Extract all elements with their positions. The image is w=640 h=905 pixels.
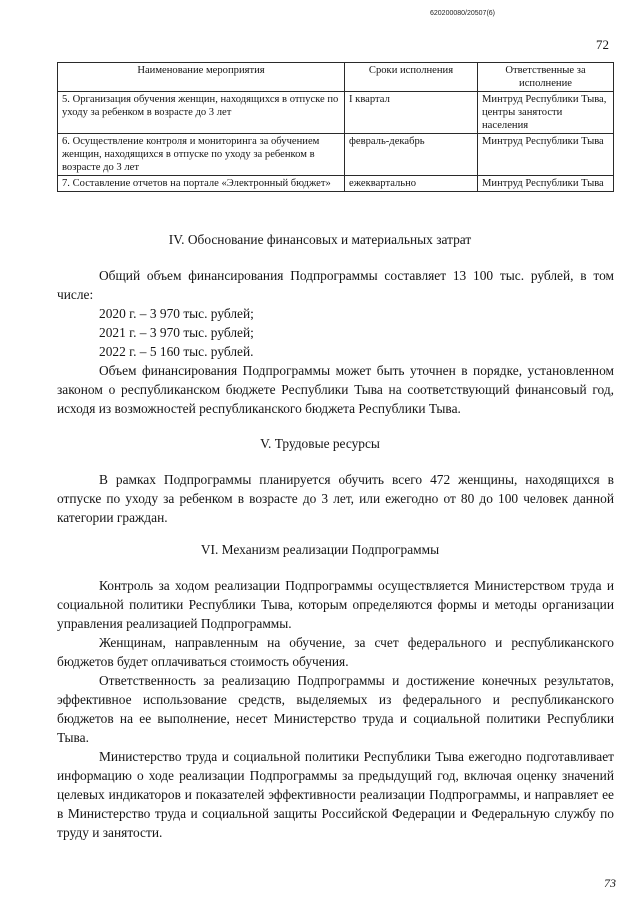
column-header-deadline: Сроки исполнения <box>345 63 478 92</box>
table-cell-activity: 6. Осуществление контроля и мониторинга за обучением женщин, находящихся в отпуске по уходу за ребенком в возрасте до 3 лет <box>58 134 345 176</box>
table-cell-responsible: Минтруд Республики Тыва, центры занятости населения <box>478 92 614 134</box>
mechanism-paragraph: Министерство труда и социальной политики Республики Тыва ежегодно подготавливает информацию о ходе реализации Подпрограммы за предыдущий год, включая оценку значений целевых индикаторов и показателей эффективности реализации Подпрограммы, и направляет ее в Министерство труда и социальной защиты Российской Федерации и Федеральную службу по труду и занятости. <box>57 749 614 840</box>
labor-paragraph: В рамках Подпрограммы планируется обучить всего 472 женщины, находящихся в отпуске по уходу за ребенком в возрасте до 3 лет, или ежегодно от 80 до 100 человек данной категории граждан. <box>57 472 614 525</box>
section-heading-mechanism: VI. Механизм реализации Подпрограммы <box>200 542 440 557</box>
finance-section-body <box>57 266 614 418</box>
mechanism-paragraph: Женщинам, направленным на обучение, за счет федерального и республиканского бюджетов будет оплачиваться стоимость обучения. <box>57 635 614 669</box>
handwritten-page-mark: 73 <box>604 876 616 890</box>
table-cell-deadline: ежеквартально <box>345 176 478 192</box>
budget-year-2021: 2021 г. – 3 970 тыс. рублей; <box>99 325 254 340</box>
table-cell-activity: 5. Организация обучения женщин, находящихся в отпуске по уходу за ребенком в возрасте до 3 лет <box>58 92 345 134</box>
mechanism-paragraph: Контроль за ходом реализации Подпрограммы осуществляется Министерством труда и социальной политики Республики Тыва, которым определяются формы и методы организации управления реализацией Подпрограммы. <box>57 578 614 631</box>
budget-year-2020: 2020 г. – 3 970 тыс. рублей; <box>99 306 254 321</box>
table-header-row <box>58 63 614 92</box>
activities-table <box>57 62 614 192</box>
table-cell-activity: 7. Составление отчетов на портале «Электронный бюджет» <box>58 176 345 192</box>
mechanism-paragraph: Ответственность за реализацию Подпрограммы и достижение конечных результатов, эффективное использование средств, выделяемых из федерального и республиканского бюджетов на ее выполнение, несет Министерство труда и социальной политики Республики Тыва. <box>57 673 614 745</box>
finance-intro-paragraph: Общий объем финансирования Подпрограммы составляет 13 100 тыс. рублей, в том числе: <box>57 268 614 302</box>
section-heading-labor: V. Трудовые ресурсы <box>260 436 380 451</box>
table-cell-deadline: февраль-декабрь <box>345 134 478 176</box>
table-cell-responsible: Минтруд Республики Тыва <box>478 134 614 176</box>
section-heading-finance: IV. Обоснование финансовых и материальных затрат <box>168 232 472 247</box>
table-cell-responsible: Минтруд Республики Тыва <box>478 176 614 192</box>
labor-section-body <box>57 470 614 527</box>
page-number: 72 <box>596 37 609 52</box>
finance-note-paragraph: Объем финансирования Подпрограммы может быть уточнен в порядке, установленном законом о республиканском бюджете Республики Тыва на соответствующий финансовый год, исходя из возможностей республиканского бюджета Республики Тыва. <box>57 363 614 416</box>
document-code: 620200080/20507(6) <box>430 10 496 17</box>
table-row <box>58 92 614 134</box>
budget-year-2022: 2022 г. – 5 160 тыс. рублей. <box>99 344 254 359</box>
table-row <box>58 176 614 192</box>
mechanism-section-body <box>57 576 614 842</box>
table-cell-deadline: I квартал <box>345 92 478 134</box>
table-row <box>58 134 614 176</box>
column-header-activity: Наименование мероприятия <box>58 63 345 92</box>
column-header-responsible: Ответственные за исполнение <box>478 63 614 92</box>
